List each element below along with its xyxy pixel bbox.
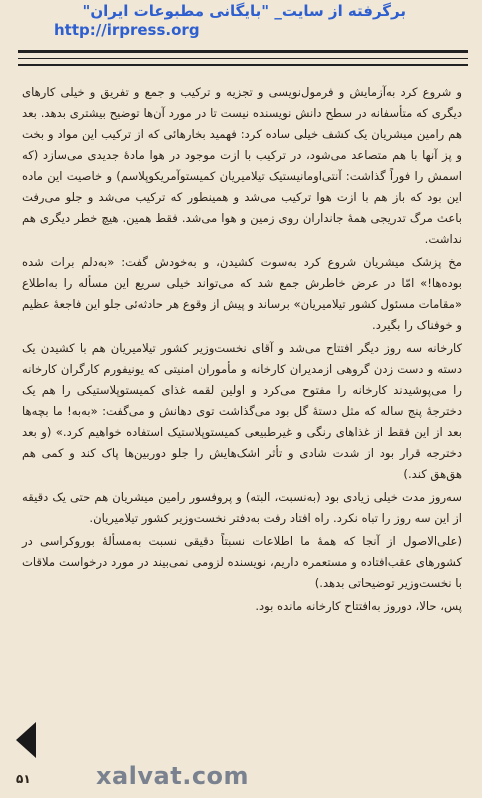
paragraph-4: سه‌روز مدت خیلی زیادی بود (به‌نسبت، البته) و پروفسور رامین میشریان هم حتی یک دقیقه از این سه روز را تباه نکرد. راه افتاد رفت به‌دفتر نخست‌وزیر کشور تیلامیریان. [22,490,462,525]
paragraph-5: (علی‌الاصول از آنجا که همهٔ ما اطلاعات نسبتاً دقیقی نسبت به‌مسألهٔ بوروکراسی در کشورهای عقب‌افتاده و مستعمره داریم، نویسنده لزومی نمی‌بیند در مورد درخواست ملاقات با نخست‌وزیر توضیحاتی بدهد.) [22,534,462,590]
paragraph-2: مخ پزشک میشریان شروع کرد به‌سوت کشیدن، و به‌خودش گفت: «به‌دلم برات شده بوده‌ها!» امّا در عرض خاطرش جمع شد که می‌تواند خیلی سریع این مسأله را به‌اطلاع «مقامات مسئول کشور تیلامیریان» برساند و پیش از وقوع هر حادثه‌ئی جلو این فاجعهٔ عظیم و خوفناک را بگیرد. [22,255,462,332]
header-rule-thick [18,50,468,53]
body-text [22,82,462,619]
watermark-url: http://irpress.org [54,21,200,39]
page-number: ۵۱ [16,772,31,786]
next-page-arrow-icon[interactable] [16,722,36,758]
source-watermark [46,2,406,40]
site-watermark: xalvat.com [96,762,250,790]
paragraph-3: کارخانه سه روز دیگر افتتاح می‌شد و آقای نخست‌وزیر کشور تیلامیریان هم با کشیدن یک دسته و دست زدن گروهی ازمدیران کارخانه و مأموران امنیتی که یونیفورم کارگران کارخانه را می‌پوشیدند کارخانه را مفتوح می‌کرد و اولین لقمه غذای کمیستوپلاستیکی را هم یک دخترجهٔ پنج ساله که مثل دستهٔ گل بود می‌گذاشت توی دهانش و می‌گفت: «به‌به! ما بچه‌ها بعد از این فقط از غذاهای رنگی و غیرطبیعی کمیستوپلاستیک استفاده خواهیم کرد.» (و بعد دخترجه قرار بود از شدت شادی و تأثر اشک‌هایش را جلو دوربین‌ها پاک کند و کمی هم هق‌هق کند.) [22,341,462,481]
header-rule-thin [18,58,468,59]
paragraph-6: پس، حالا، دوروز به‌افتتاح کارخانه مانده بود. [255,599,462,613]
paragraph-1: و شروع کرد به‌آزمایش و فرمول‌نویسی و تجزیه و ترکیب و جمع و تفریق و خیلی کارهای دیگری که متأسفانه در سطح دانش نویسنده نیست تا در مورد آن‌ها توضیح بیشتری بدهد. بعد هم رامین میشریان یک کشف خیلی ساده کرد: فهمید بخارهائی که از ترکیب این مواد و بخت و پز آنها با هم متصاعد می‌شود، در ترکیب با ازت موجود در هوا مادهٔ جدیدی می‌سازد (که اسمش را فوراً گذاشت: آنتی‌اومانیستیک تیلامیریان کمیستوآمریکوپلاسم) و خاصیت این ماده این بود که باز هم با ازت هوا ترکیب می‌شد و همینطور که ترکیب می‌شد و جلو می‌رفت باعث مرگ تدریجی همهٔ جانداران روی زمین و هوا می‌شد. فقط همین. هیچ خطر دیگری هم نداشت. [22,85,462,246]
watermark-source-text: برگرفته از سایت_ "بایگانی مطبوعات ایران" [82,2,406,20]
header-rule-medium [18,64,468,66]
